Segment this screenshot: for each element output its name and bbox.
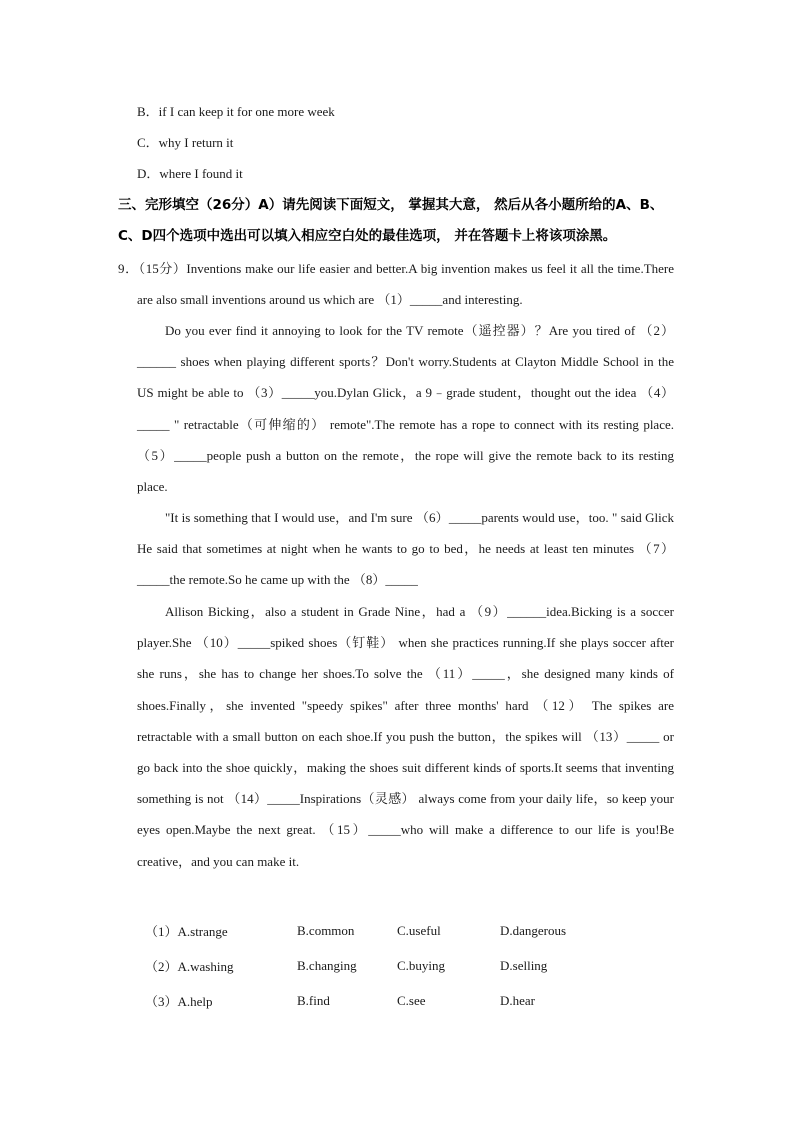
question-intro: 9．（15分）Inventions make our life easier and better.A big invention makes us feel it all the time.There are also small inventions around us which are （1）_____and interesting.	[118, 261, 674, 308]
choice-c: C.buying	[397, 957, 446, 973]
choice-a: （3）A.help	[145, 994, 213, 1009]
choice-c: C.see	[397, 992, 426, 1008]
option-d-prev: D．where I found it	[137, 166, 243, 181]
choice-row	[145, 948, 620, 983]
choice-b: B.changing	[297, 957, 357, 973]
choice-c: C.useful	[397, 922, 441, 938]
passage-paragraph-1: Do you ever find it annoying to look for the TV remote（遥控器）？Are you tired of （2）______ shoes when playing different sports？Don't worry.Students at Clayton Middle School in the US might be able to （3）_____you.Dylan Glick，a 9﹣grade student，thought out the idea （4）_____ " retractable（可伸缩的） remote".The remote has a rope to connect with its resting place. （5）_____people push a button on the remote，the rope will give the remote back to its resting place.	[137, 323, 674, 495]
choice-row	[145, 913, 620, 948]
choice-d: D.hear	[500, 992, 536, 1008]
passage-paragraph-3: Allison Bicking，also a student in Grade Nine，had a （9）______idea.Bicking is a soccer player.She （10）_____spiked shoes（钉鞋） when she practices running.If she plays soccer after she runs，she has to change her shoes.To solve the （11）_____，she designed many kinds of shoes.Finally，she invented "speedy spikes" after three months' hard （12） The spikes are retractable with a small button on each shoe.If you push the button，the spikes will （13）_____ or go back into the shoe quickly，making the shoes suit different kinds of sports.It seems that inventing something is not （14）_____Inspirations（灵感） always come from your daily life，so keep your eyes open.Maybe the next great. （15）_____who will make a difference to our life is you!Be creative，and you can make it.	[137, 604, 674, 869]
answer-choices	[145, 913, 620, 1018]
choice-a: （2）A.washing	[145, 959, 234, 974]
choice-d: D.dangerous	[500, 922, 567, 938]
choice-b: B.find	[297, 992, 330, 1008]
choice-d: D.selling	[500, 957, 548, 973]
choice-a: （1）A.strange	[145, 924, 228, 939]
choice-row	[145, 983, 620, 1018]
passage-paragraph-2: "It is something that I would use，and I'm sure （6）_____parents would use，too. " said Glick He said that sometimes at night when he wants to go to bed，he needs at least ten minutes （7）_____the remote.So he came up with the （8）_____	[137, 510, 674, 588]
choice-b: B.common	[297, 922, 355, 938]
section-heading: 三、完形填空（26分）A）请先阅读下面短文， 掌握其大意， 然后从各小题所给的A、B、C、D四个选项中选出可以填入相应空白处的最佳选项， 并在答题卡上将该项涂黑。	[118, 197, 664, 244]
option-c-prev: C．why I return it	[137, 135, 234, 150]
option-b-prev: B．if I can keep it for one more week	[137, 104, 335, 119]
